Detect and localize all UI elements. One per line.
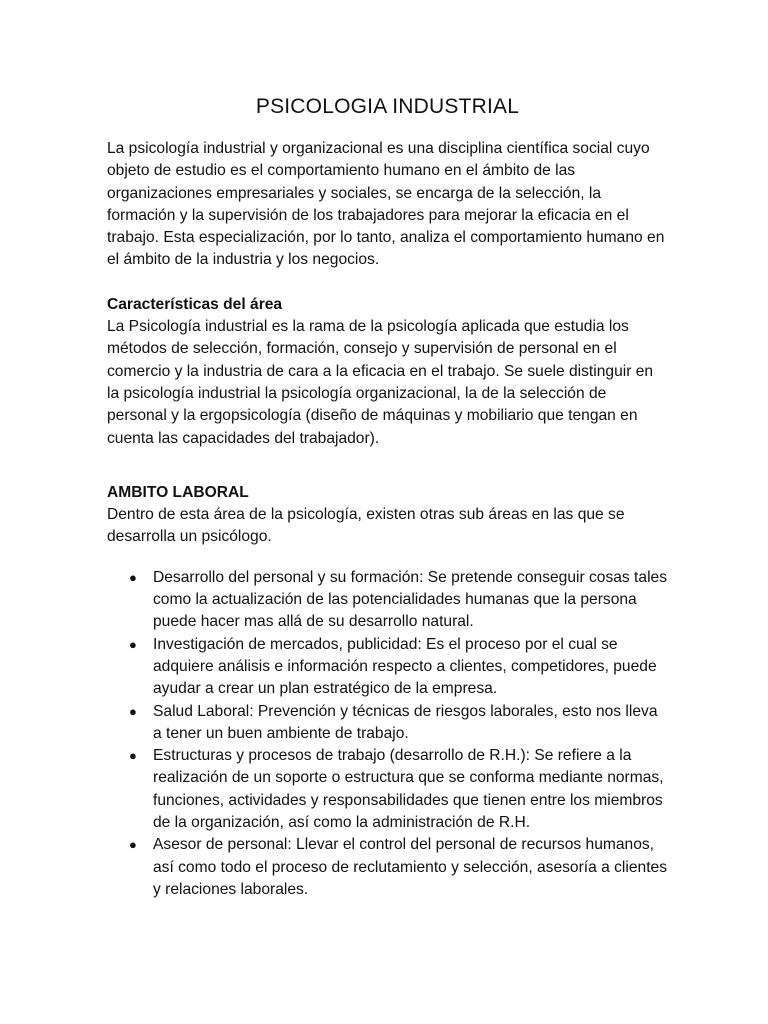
intro-paragraph: La psicología industrial y organizacional es una disciplina científica social cuyo objeto de estudio es el comportamiento humano en el ámbito de las organizaciones empresariales y sociales, se encarga de la selección, la formación y la supervisión de los trabajadores para mejorar la eficacia en el trabajo. Esta especialización, por lo tanto, analiza el comportamiento humano en el ámbito de la industria y los negocios. xyxy=(107,140,665,269)
list-item xyxy=(107,701,668,746)
list-item-text: Investigación de mercados, publicidad: Es el proceso por el cual se adquiere análisis e información respecto a clientes, competidores, puede ayudar a crear un plan estratégico de la empresa. xyxy=(153,635,657,698)
section-heading-ambito-laboral: AMBITO LABORAL xyxy=(107,483,249,501)
document-title: PSICOLOGIA INDUSTRIAL xyxy=(255,95,520,118)
bullet-icon: ● xyxy=(129,837,137,853)
list-item-text: Estructuras y procesos de trabajo (desarrollo de R.H.): Se refiere a la realización de un soporte o estructura que se conforma mediante normas, funciones, actividades y responsabilidades que tienen entre los miembros de la organización, así como la administración de R.H. xyxy=(153,747,664,832)
bullet-list xyxy=(107,567,668,901)
spacer xyxy=(107,450,668,482)
section-body-ambito-laboral: Dentro de esta área de la psicología, existen otras sub áreas en las que se desarrolla un psicólogo. xyxy=(107,506,625,546)
list-item xyxy=(107,745,668,834)
list-item-text: Asesor de personal: Llevar el control del personal de recursos humanos, así como todo el proceso de reclutamiento y selección, asesoría a clientes y relaciones laborales. xyxy=(153,836,667,898)
bullet-icon: ● xyxy=(129,703,137,719)
list-item xyxy=(107,567,668,634)
list-item xyxy=(107,634,668,701)
list-item xyxy=(107,834,668,901)
section-heading-caracteristicas: Características del área xyxy=(107,295,283,313)
spacer xyxy=(107,272,668,294)
list-item-text: Salud Laboral: Prevención y técnicas de riesgos laborales, esto nos lleva a tener un buen ambiente de trabajo. xyxy=(153,702,658,742)
list-item-text: Desarrollo del personal y su formación: Se pretende conseguir cosas tales como la actualización de las potencialidades humanas que la persona puede hacer mas allá de su desarrollo natural. xyxy=(153,568,667,631)
bullet-icon: ● xyxy=(129,636,137,652)
spacer xyxy=(107,549,668,567)
section-body-caracteristicas: La Psicología industrial es la rama de la psicología aplicada que estudia los métodos de selección, formación, consejo y supervisión de personal en el comercio y la industria de cara a la eficacia en el trabajo. Se suele distinguir en la psicología industrial la psicología organizacional, la de la selección de personal y la ergopsicología (diseño de máquinas y mobiliario que tengan en cuenta las capacidades del trabajador). xyxy=(107,318,654,447)
bullet-icon: ● xyxy=(129,569,137,585)
bullet-icon: ● xyxy=(129,748,137,764)
